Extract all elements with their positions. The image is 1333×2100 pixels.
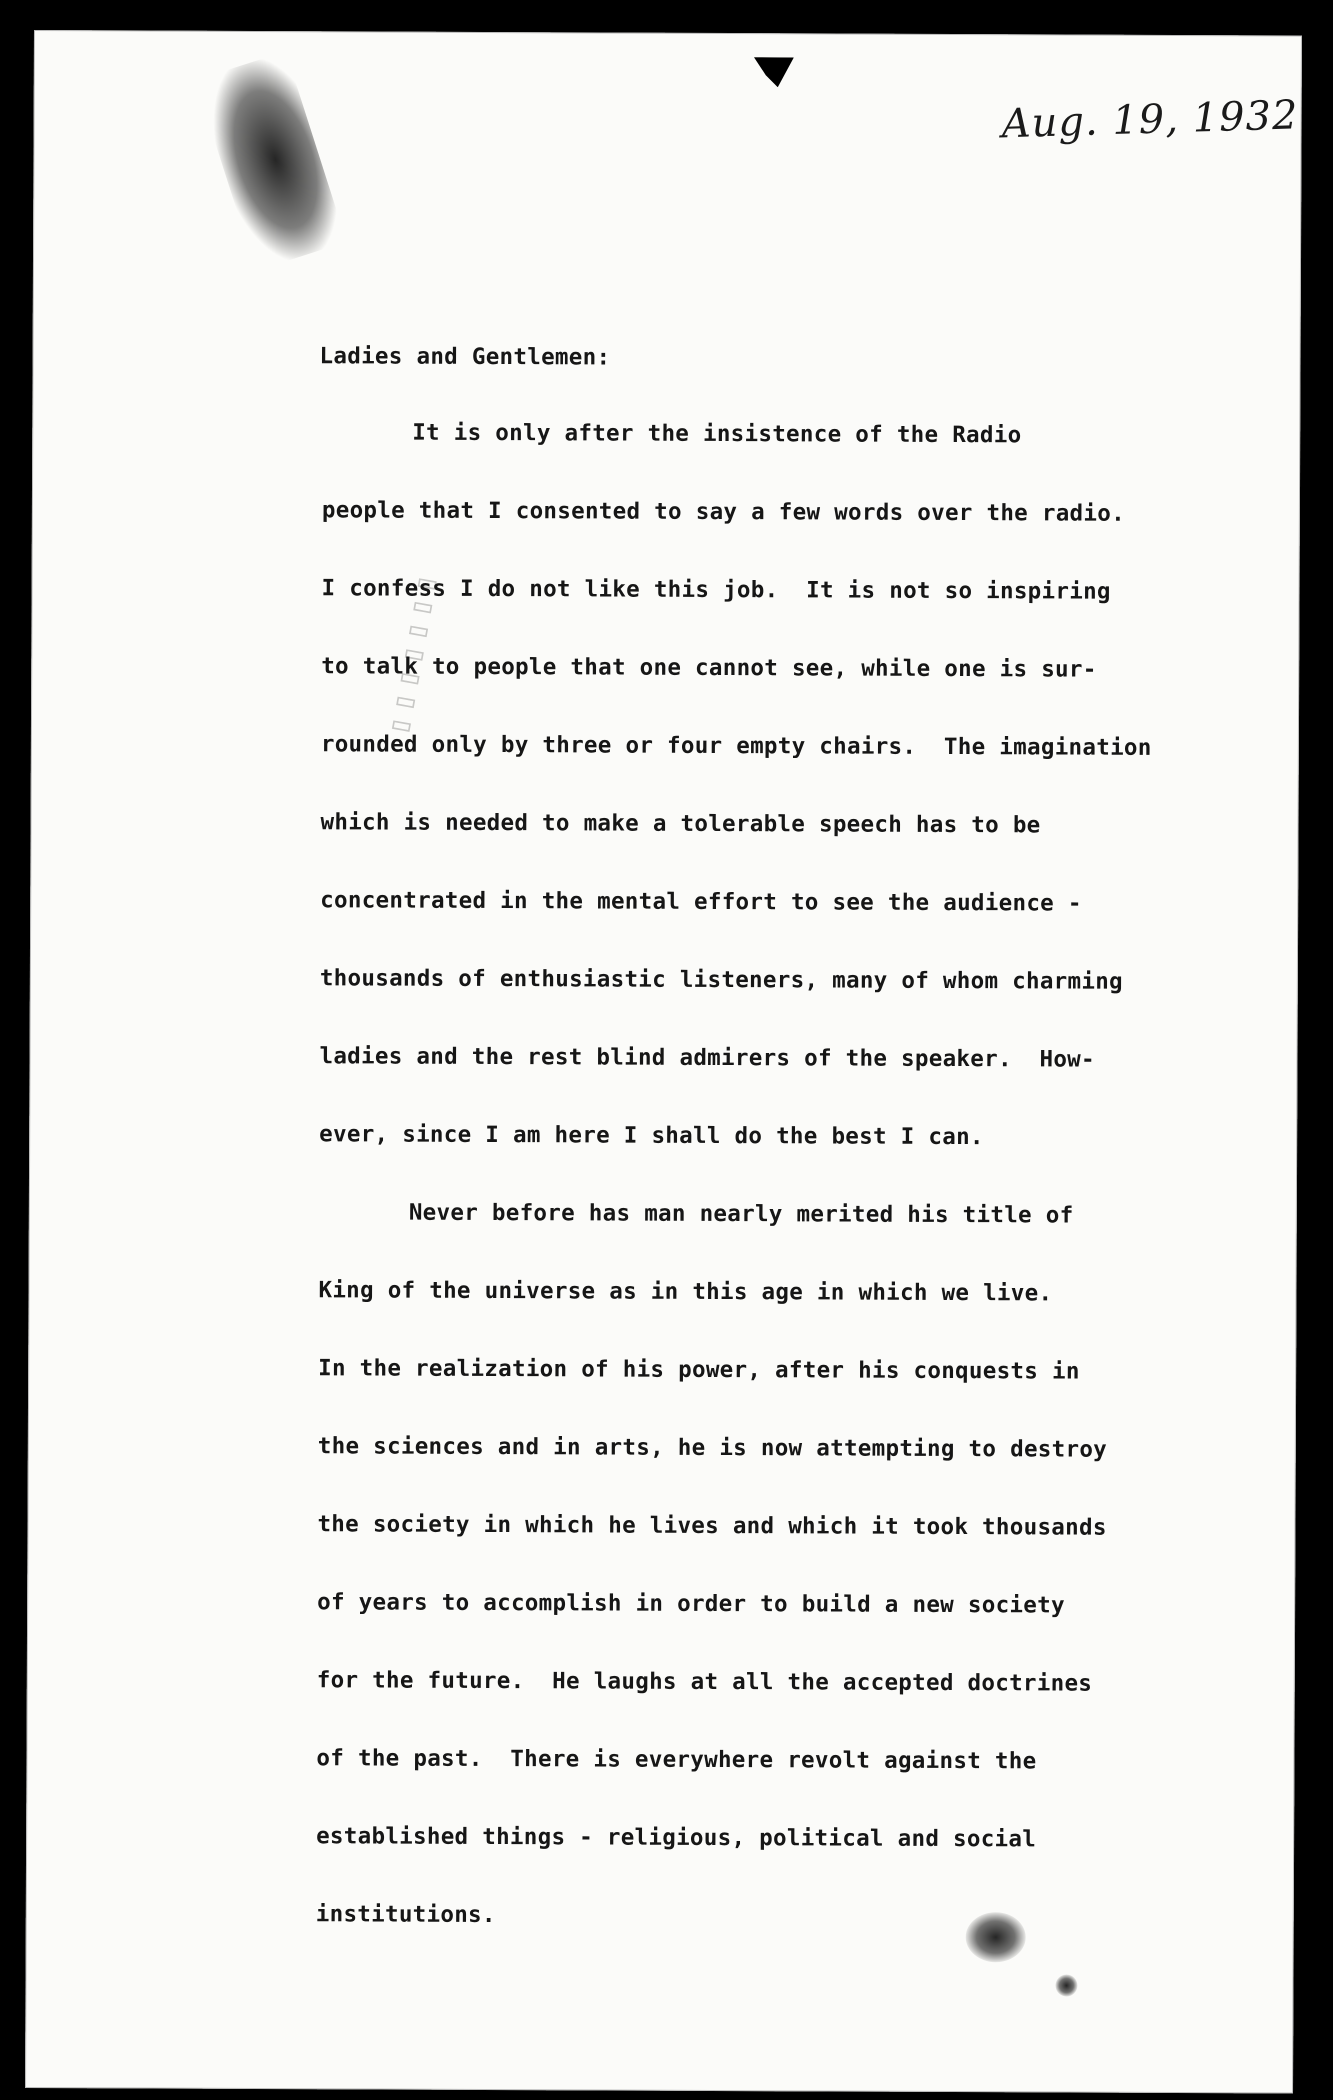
text-line: ladies and the rest blind admirers of the speaker. How-: [319, 1043, 1095, 1073]
text-line: In the realization of his power, after his conquests in: [318, 1355, 1080, 1385]
faded-stamp: ▯▯▯▯▯▯▯: [380, 565, 446, 738]
text-line: the society in which he lives and which it took thousands: [317, 1511, 1107, 1541]
handwritten-date: Aug. 19, 1932: [1000, 92, 1300, 148]
text-line: rounded only by three or four empty chairs. The imagination: [320, 731, 1152, 761]
text-line: King of the universe as in this age in which we live.: [318, 1277, 1053, 1307]
text-line: institutions.: [315, 1901, 496, 1929]
text-line: ever, since I am here I shall do the best I can.: [319, 1121, 984, 1151]
text-line: It is only after the insistence of the Radio: [412, 419, 1022, 449]
text-line: thousands of enthusiastic listeners, many of whom charming: [319, 965, 1123, 995]
salutation: Ladies and Gentlemen:: [319, 343, 611, 371]
text-line: of the past. There is everywhere revolt against the: [316, 1745, 1037, 1775]
text-line: concentrated in the mental effort to see the audience -: [320, 887, 1082, 917]
text-line: which is needed to make a tolerable speech has to be: [320, 809, 1041, 839]
ink-speck: [1055, 1974, 1077, 1996]
paper-sheet: [25, 30, 1302, 2094]
text-line: people that I consented to say a few words over the radio.: [321, 497, 1126, 527]
text-line: for the future. He laughs at all the accepted doctrines: [316, 1667, 1093, 1697]
paper-tear: [754, 57, 794, 87]
text-line: Never before has man nearly merited his title of: [408, 1199, 1074, 1229]
ink-blot: [966, 1912, 1026, 1962]
text-line: the sciences and in arts, he is now attempting to destroy: [317, 1433, 1108, 1463]
text-line: to talk to people that one cannot see, while one is sur-: [321, 653, 1097, 683]
text-line: I confess I do not like this job. It is not so inspiring: [321, 575, 1111, 605]
text-line: of years to accomplish in order to build a new society: [317, 1589, 1065, 1619]
clip-stain: [195, 51, 346, 270]
text-line: established things - religious, political and social: [316, 1823, 1037, 1853]
